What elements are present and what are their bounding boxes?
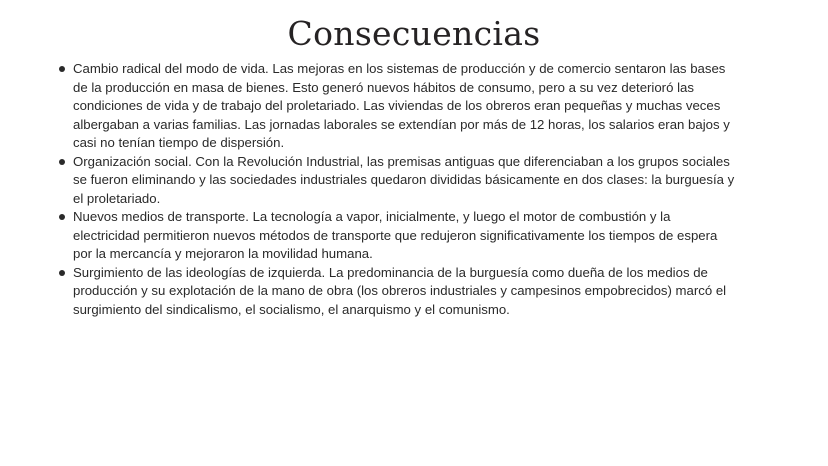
bullet-dot-icon <box>59 159 65 165</box>
bullet-dot-icon <box>59 214 65 220</box>
bullet-item-medios-transporte <box>56 208 736 264</box>
bullet-text: Cambio radical del modo de vida. Las mejoras en los sistemas de producción y de comercio sentaron las bases de la producción en masa de bienes. Esto generó nuevos hábitos de consumo, pero a su vez deterioró las condiciones de vida y de trabajo del proletariado. Las viviendas de los obreros eran pequeñas y muchas veces albergaban a varias familias. Las jornadas laborales se extendían por más de 12 horas, los salarios eran bajos y casi no tenían tiempo de dispersión. <box>73 61 730 150</box>
bullet-item-ideologias-izquierda <box>56 264 736 320</box>
bullet-item-cambio-radical <box>56 60 736 153</box>
bullet-text: Organización social. Con la Revolución Industrial, las premisas antiguas que diferenciaban a los grupos sociales se fueron eliminando y las sociedades industriales quedaron divididas básicamente en dos clases: la burguesía y el proletariado. <box>73 153 735 206</box>
bullet-text: Nuevos medios de transporte. La tecnología a vapor, inicialmente, y luego el motor de combustión y la electricidad permitieron nuevos métodos de transporte que redujeron significativamente los tiempos de espera por la mercancía y mejoraron la movilidad humana. <box>73 209 718 261</box>
bullet-dot-icon <box>59 270 65 276</box>
bullet-text: Surgimiento de las ideologías de izquierda. La predominancia de la burguesía como dueña de los medios de producción y su explotación de la mano de obra (los obreros industriales y campesinos empobrecidos) marcó el surgimiento del sindicalismo, el socialismo, el anarquismo y el comunismo. <box>73 264 727 317</box>
bullet-dot-icon <box>59 66 65 72</box>
bullet-list <box>56 60 736 319</box>
slide-title: Consecuencias <box>287 14 541 53</box>
bullet-item-organizacion-social <box>56 153 736 209</box>
